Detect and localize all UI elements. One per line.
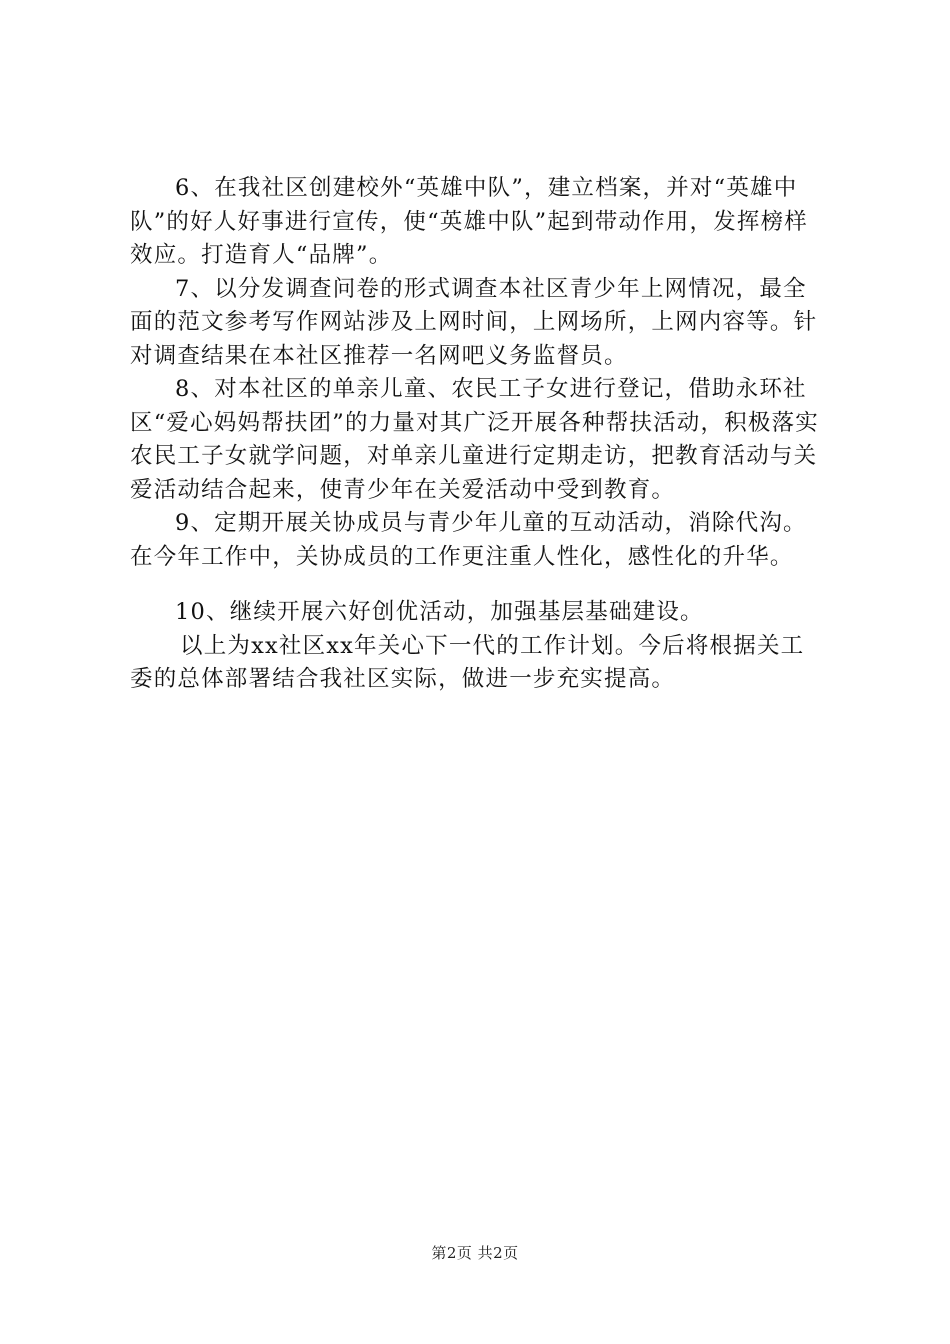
- paragraph-item-9: 9、定期开展关协成员与青少年儿童的互动活动，消除代沟。在今年工作中，关协成员的工作更注重人性化，感性化的升华。: [130, 510, 807, 570]
- paragraph-item-6: 6、在我社区创建校外“英雄中队”，建立档案，并对“英雄中队”的好人好事进行宣传，使“英雄中队”起到带动作用，发挥榜样效应。打造育人“品牌”。: [130, 175, 809, 268]
- document-body: [130, 172, 825, 697]
- paragraph-item-7: 7、以分发调查问卷的形式调查本社区青少年上网情况，最全面的范文参考写作网站涉及上网时间，上网场所，上网内容等。针对调查结果在本社区推荐一名网吧义务监督员。: [130, 275, 818, 369]
- paragraph-item-10: 10、继续开展六好创优活动，加强基层基础建设。: [175, 599, 704, 625]
- paragraph-conclusion: 以上为xx社区xx年关心下一代的工作计划。今后将根据关工委的总体部署结合我社区实际，做进一步充实提高。: [130, 632, 805, 692]
- page-footer-indicator: 第2页 共2页: [431, 1244, 519, 1262]
- paragraph-item-8: 8、对本社区的单亲儿童、农民工子女进行登记，借助永环社区“爱心妈妈帮扶团”的力量对其广泛开展各种帮扶活动，积极落实农民工子女就学问题，对单亲儿童进行定期走访，把教育活动与关爱活动结合起来，使青少年在关爱活动中受到教育。: [130, 376, 820, 503]
